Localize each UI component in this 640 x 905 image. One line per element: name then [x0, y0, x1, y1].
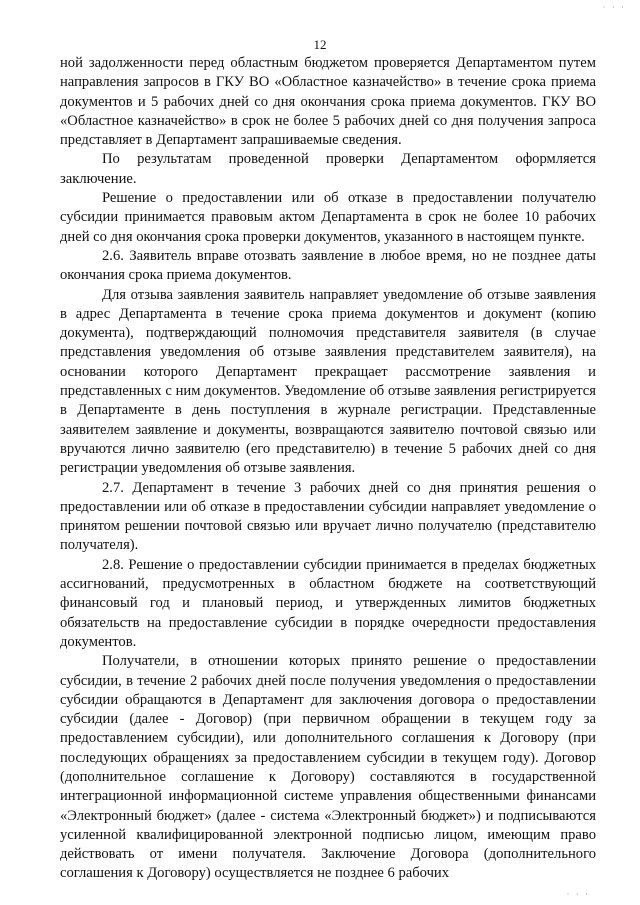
page-number: 12 [313, 37, 327, 52]
paragraph-continuation: ной задолженности перед областным бюджетом проверяется Департаментом путем направления запросов в ГКУ ВО «Областное казначейство» в течение срока приема документов и 5 рабочих дней со дня окончания срока приема документов. ГКУ ВО «Областное казначейство» в срок не более 5 рабочих дней со дня получения запроса представляет в Департамент запрашиваемые сведения. [60, 55, 596, 149]
paragraph-2-7: 2.7. Департамент в течение 3 рабочих дней со дня принятия решения о предоставлении или об отказе в предоставлении субсидии направляет уведомление о принятом решении почтовой связью или вручает лично получателю (представителю получателя). [60, 479, 596, 554]
paragraph-recipients: Получатели, в отношении которых принято решение о предоставлении субсидии, в течение 2 рабочих дней после получения уведомления о предоставлении субсидии обращаются в Департамент для заключения договора о предоставлении субсидии (далее - Договор) (при первичном обращении в текущем году за предоставлением субсидии), или дополнительного соглашения к Договору (при последующих обращениях за предоставлением субсидии в текущем году). Договор (дополнительное соглашение к Договору) составляются в государственной интеграционной информационной системе управления общественными финансами «Электронный бюджет» (далее - система «Электронный бюджет») и подписываются усиленной квалифицированной электронной подписью лицом, имеющим право действовать от имени получателя. Заключение Договора (дополнительного соглашения к Договору) осуществляется не позднее 6 рабочих [60, 653, 596, 882]
paragraph-2-8: 2.8. Решение о предоставлении субсидии принимается в пределах бюджетных ассигнований, предусмотренных в областном бюджете на соответствующий финансовый год и плановый период, и утвержденных лимитов бюджетных обязательств на предоставление субсидии в порядке очередности предоставления документов. [60, 556, 596, 650]
paragraph-2-6: 2.6. Заявитель вправе отозвать заявление в любое время, но не позднее даты окончания срока приема документов. [60, 247, 596, 284]
document-body [60, 54, 596, 884]
paragraph-decision: Решение о предоставлении или об отказе в предоставлении получателю субсидии принимается правовым актом Департамента в срок не более 10 рабочих дней со дня окончания срока проверки документов, указанного в настоящем пункте. [60, 190, 596, 245]
scan-artifact-top: · · · [602, 2, 626, 12]
paragraph-withdrawal: Для отзыва заявления заявитель направляет уведомление об отзыве заявления в адрес Департамента в течение срока приема документов и документ (копию документа), подтверждающий полномочия представителя заявителя (в случае представления уведомления об отзыве заявления представителем заявителя), на основании которого Департамент прекращает рассмотрение заявления и представленных с ним документов. Уведомление об отзыве заявления регистрируется в Департаменте в день поступления в журнале регистрации. Представленные заявителем заявление и документы, возвращаются заявителю почтовой связью или вручаются лично заявителю (его представителю) в течение 5 рабочих дней со дня регистрации уведомления об отзыве заявления. [60, 286, 596, 477]
paragraph-conclusion: По результатам проведенной проверки Департаментом оформляется заключение. [60, 151, 596, 187]
scan-artifact-bottom: · · · [566, 889, 590, 899]
